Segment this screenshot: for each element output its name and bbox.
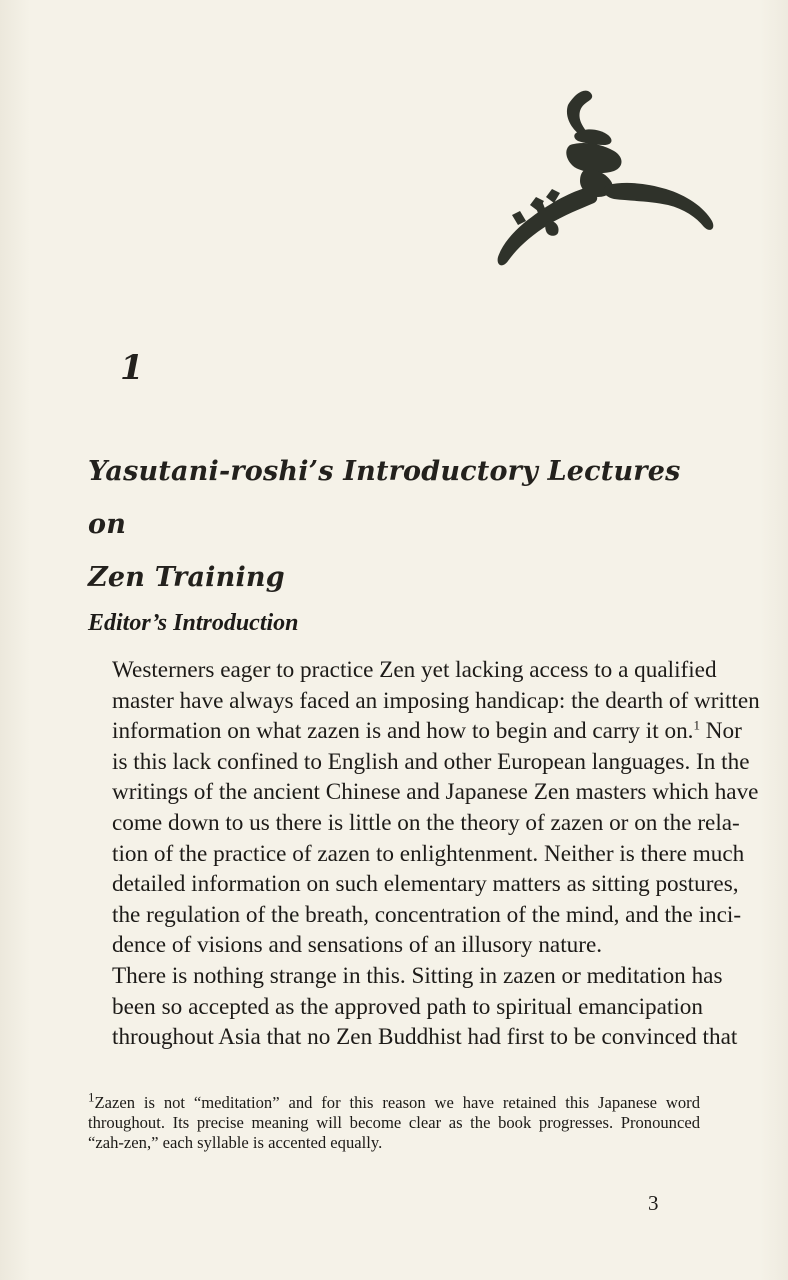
footnote-marker: 1 [88,1089,95,1105]
footnote-line: “zah-zen,” each syllable is accented equally. [88,1133,383,1152]
paragraph-line: is this lack confined to English and other European languages. In the [112,748,750,775]
chapter-number: 1 [120,348,144,388]
paragraph-line [88,716,742,747]
paragraph-line: master have always faced an imposing handicap: the dearth of written [112,687,760,714]
paragraph-line: detailed information on such elementary matters as sitting postures, [112,871,739,898]
paragraph-1 [88,655,760,961]
page-number: 3 [648,1191,659,1215]
paragraph-line-text: information on what zazen is and how to begin and carry it on. [112,718,694,745]
footnote-line: throughout. Its precise meaning will become clear as the book progresses. Pronounced [88,1113,700,1132]
footnote-text: Zazen is not “meditation” and for this reason we have retained this Japanese word [94,1093,700,1112]
chapter-title-line-1: Yasutani-roshi’s Introductory Lectures on [88,456,681,540]
paragraph-line: come down to us there is little on the theory of zazen or on the rela- [112,809,740,836]
footnote-reference[interactable]: 1 [693,717,700,733]
section-heading: Editor’s Introduction [88,610,299,636]
paragraph-line: tion of the practice of zazen to enlightenment. Neither is there much [112,840,745,867]
body-text [88,655,760,1053]
paragraph-line: writings of the ancient Chinese and Japanese Zen masters which have [112,779,759,806]
paragraph-line: the regulation of the breath, concentration of the mind, and the inci- [112,901,742,928]
paragraph-line-text: Nor [699,718,742,745]
paragraph-line: dence of visions and sensations of an illusory nature. [112,932,603,959]
brush-calligraphy-icon [490,85,720,275]
paragraph-line: Westerners eager to practice Zen yet lacking access to a qualified [112,657,717,683]
paragraph-line: throughout Asia that no Zen Buddhist had first to be convinced that [112,1024,738,1051]
chapter-title [88,445,708,604]
paragraph-2 [88,961,738,1053]
footnote [88,1089,700,1153]
paragraph-line: There is nothing strange in this. Sitting in zazen or meditation has [112,962,723,989]
paragraph-line: been so accepted as the approved path to spiritual emancipation [112,993,703,1020]
footnote-line [88,1089,700,1113]
chapter-title-line-2: Zen Training [88,562,285,593]
